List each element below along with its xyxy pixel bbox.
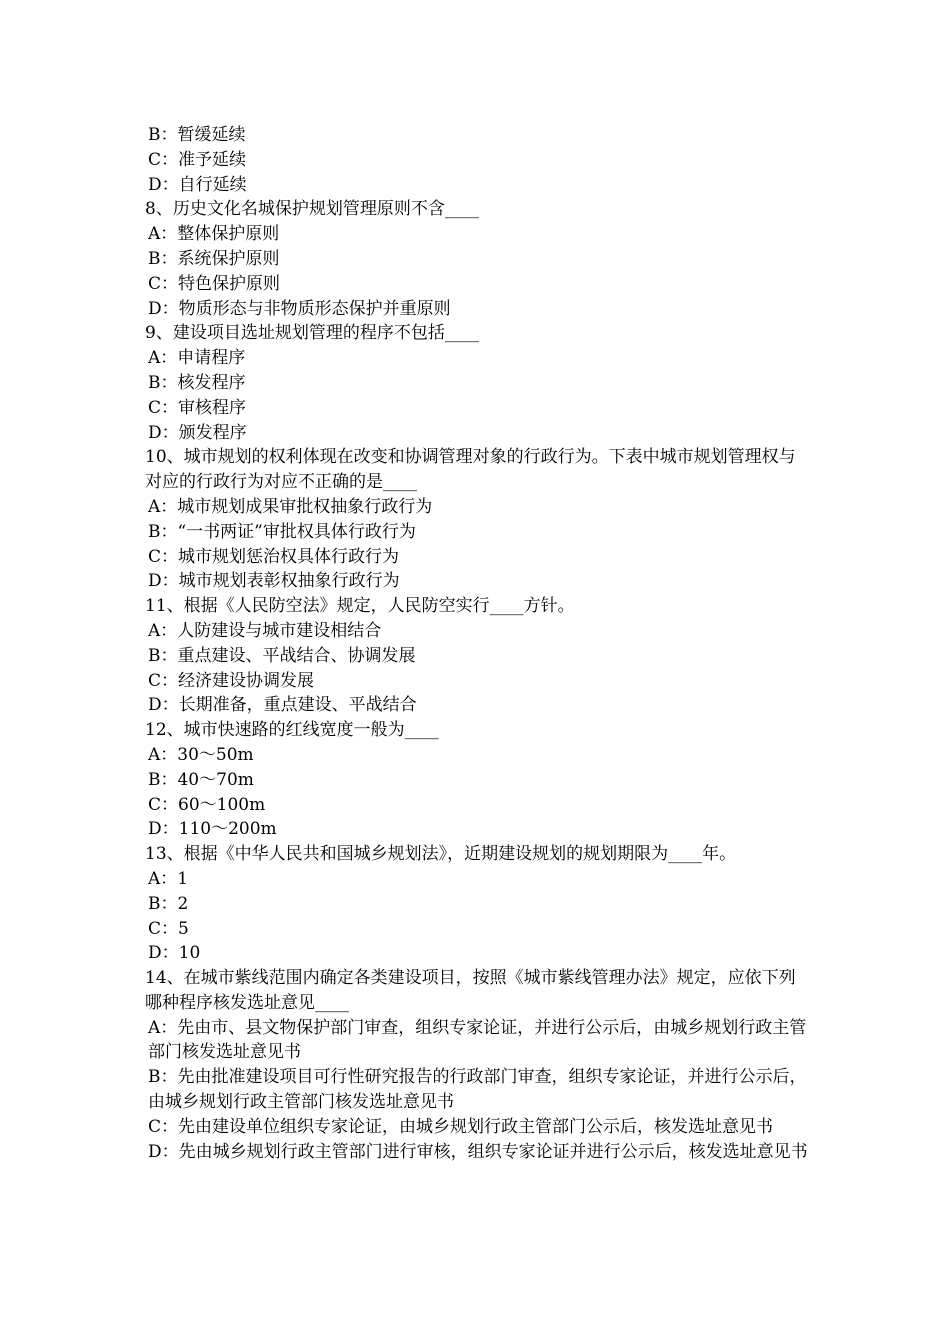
answer-option: C：经济建设协调发展: [148, 670, 315, 691]
answer-option: C：先由建设单位组织专家论证，由城乡规划行政主管部门公示后，核发选址意见书: [148, 1116, 774, 1137]
answer-option: C：特色保护原则: [148, 273, 281, 294]
answer-option: A：申请程序: [148, 348, 246, 369]
answer-option: D：颁发程序: [148, 422, 247, 443]
answer-option: A：人防建设与城市建设相结合: [148, 620, 382, 641]
answer-option: C：审核程序: [148, 397, 247, 418]
answer-option: A：1: [148, 868, 189, 889]
answer-option: B：系统保护原则: [148, 248, 280, 269]
question-text: 11、根据《人民防空法》规定，人民防空实行____方针。: [145, 596, 575, 617]
answer-option: B：先由批准建设项目可行性研究报告的行政部门审查，组织专家论证，并进行公示后，由城乡规划行政主管部门核发选址意见书: [148, 1067, 807, 1113]
question-text: 12、城市快速路的红线宽度一般为____: [145, 720, 439, 741]
question-text: 14、在城市紫线范围内确定各类建设项目，按照《城市紫线管理办法》规定，应依下列哪种程序核发选址意见____: [145, 968, 796, 1013]
answer-option: B：核发程序: [148, 372, 246, 393]
answer-option: D：先由城乡规划行政主管部门进行审核，组织专家论证并进行公示后，核发选址意见书: [148, 1141, 808, 1162]
answer-option: B：暂缓延续: [148, 125, 246, 145]
answer-option: B：重点建设、平战结合、协调发展: [148, 645, 416, 666]
answer-option: C：城市规划惩治权具体行政行为: [148, 546, 400, 567]
answer-option: B：2: [148, 893, 189, 914]
answer-option: C：60～100m: [148, 794, 266, 815]
document-page: [145, 123, 810, 1164]
answer-option: D：长期准备，重点建设、平战结合: [148, 695, 417, 716]
answer-option: B：“一书两证”审批权具体行政行为: [148, 521, 416, 542]
answer-option: D：城市规划表彰权抽象行政行为: [148, 571, 400, 592]
answer-option: D：10: [148, 943, 201, 964]
answer-option: C：准予延续: [148, 149, 247, 170]
answer-option: D：110～200m: [148, 819, 277, 840]
answer-option: A：先由市、县文物保护部门审查，组织专家论证，并进行公示后，由城乡规划行政主管部门核发选址意见书: [148, 1017, 807, 1063]
answer-option: C：5: [148, 918, 189, 939]
answer-option: A：30～50m: [148, 744, 254, 765]
question-text: 10、城市规划的权利体现在改变和协调管理对象的行政行为。下表中城市规划管理权与对应的行政行为对应不正确的是____: [145, 447, 796, 493]
question-text: 9、建设项目选址规划管理的程序不包括____: [145, 323, 479, 344]
answer-option: A：城市规划成果审批权抽象行政行为: [148, 496, 433, 517]
question-text: 13、根据《中华人民共和国城乡规划法》，近期建设规划的规划期限为____年。: [145, 844, 737, 865]
question-text: 8、历史文化名城保护规划管理原则不含____: [145, 199, 479, 220]
answer-option: D：自行延续: [148, 174, 247, 195]
answer-option: D：物质形态与非物质形态保护并重原则: [148, 298, 451, 319]
answer-option: B：40～70m: [148, 769, 254, 790]
answer-option: A：整体保护原则: [148, 224, 280, 245]
